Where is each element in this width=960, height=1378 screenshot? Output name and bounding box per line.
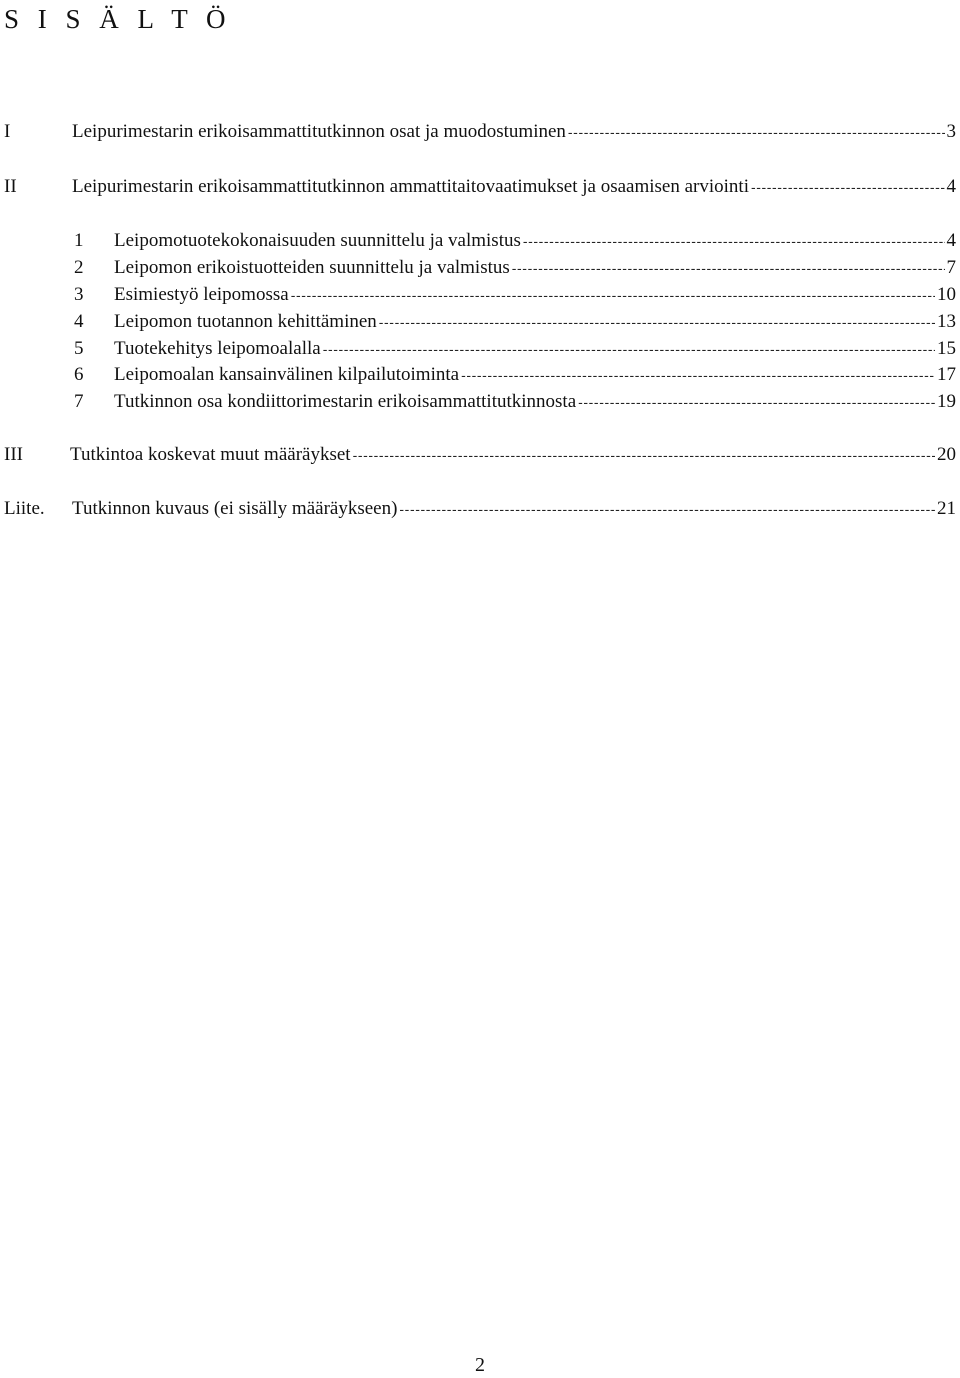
toc-entry-page: 10: [937, 284, 956, 305]
toc-entry-number: II: [4, 176, 17, 197]
toc-dot-leader: [323, 336, 935, 362]
toc-entry-number: 2: [74, 257, 84, 278]
toc-entry-subsection-5[interactable]: [74, 336, 956, 362]
toc-entry-subsection-3[interactable]: [74, 282, 956, 308]
toc-entry-title: Esimiestyö leipomossa: [114, 284, 289, 305]
toc-entry-number: 6: [74, 364, 84, 385]
toc-dot-leader: [353, 442, 935, 468]
toc-entry-title: Leipurimestarin erikoisammattitutkinnon ammattitaitovaatimukset ja osaamisen arviointi: [72, 176, 749, 197]
toc-entry-page: 17: [937, 364, 956, 385]
toc-entry-page: 19: [937, 391, 956, 412]
page-number: 2: [475, 1354, 485, 1376]
toc-entry-title: Leipomoalan kansainvälinen kilpailutoiminta: [114, 364, 460, 385]
toc-entry-page: 7: [946, 257, 956, 278]
toc-entry-page: 4: [946, 176, 956, 197]
toc-entry-number: 5: [74, 338, 84, 359]
toc-entry-number: 3: [74, 284, 84, 305]
toc-entry-title: Tutkinnon kuvaus (ei sisälly määräykseen): [72, 498, 398, 519]
toc-entry-number: 7: [74, 391, 84, 412]
toc-entry-section-1[interactable]: [4, 119, 956, 145]
toc-dot-leader: [523, 228, 945, 254]
toc-dot-leader: [291, 282, 935, 308]
toc-entry-subsection-7[interactable]: [74, 389, 956, 415]
toc-dot-leader: [399, 496, 935, 522]
toc-entry-page: 21: [937, 498, 956, 519]
toc-entry-page: 15: [937, 338, 956, 359]
toc-dot-leader: [512, 255, 945, 281]
toc-entry-subsection-1[interactable]: [74, 228, 956, 254]
toc-dot-leader: [751, 174, 945, 200]
toc-dot-leader: [379, 309, 935, 335]
toc-entry-title: Leipurimestarin erikoisammattitutkinnon osat ja muodostuminen: [72, 121, 566, 142]
toc-entry-title: Tuotekehitys leipomoalalla: [114, 338, 321, 359]
toc-entry-page: 13: [937, 311, 956, 332]
toc-entry-title: Leipomotuotekokonaisuuden suunnittelu ja valmistus: [114, 230, 521, 251]
toc-entry-number: 1: [74, 230, 84, 251]
toc-entry-number: Liite.: [4, 498, 45, 519]
toc-dot-leader: [461, 362, 935, 388]
toc-entry-number: I: [4, 121, 11, 142]
toc-entry-section-2[interactable]: [4, 174, 956, 200]
toc-dot-leader: [578, 389, 935, 415]
toc-entry-page: 3: [946, 121, 956, 142]
toc-entry-title: Tutkinnon osa kondiittorimestarin erikoisammattitutkinnosta: [114, 391, 577, 412]
toc-entry-subsection-2[interactable]: [74, 255, 956, 281]
page-title: S I S Ä L T Ö: [4, 4, 232, 34]
toc-entry-section-3[interactable]: [4, 442, 956, 468]
toc-entry-title: Leipomon erikoistuotteiden suunnittelu ja valmistus: [114, 257, 510, 278]
toc-entry-number: III: [4, 444, 23, 465]
toc-entry-appendix[interactable]: [4, 496, 956, 522]
toc-entry-subsection-6[interactable]: [74, 362, 956, 388]
toc-entry-number: 4: [74, 311, 84, 332]
toc-entry-title: Leipomon tuotannon kehittäminen: [114, 311, 377, 332]
toc-dot-leader: [568, 119, 945, 145]
toc-entry-subsection-4[interactable]: [74, 309, 956, 335]
toc-entry-page: 4: [946, 230, 956, 251]
toc-entry-page: 20: [937, 444, 956, 465]
toc-entry-title: Tutkintoa koskevat muut määräykset: [70, 444, 351, 465]
